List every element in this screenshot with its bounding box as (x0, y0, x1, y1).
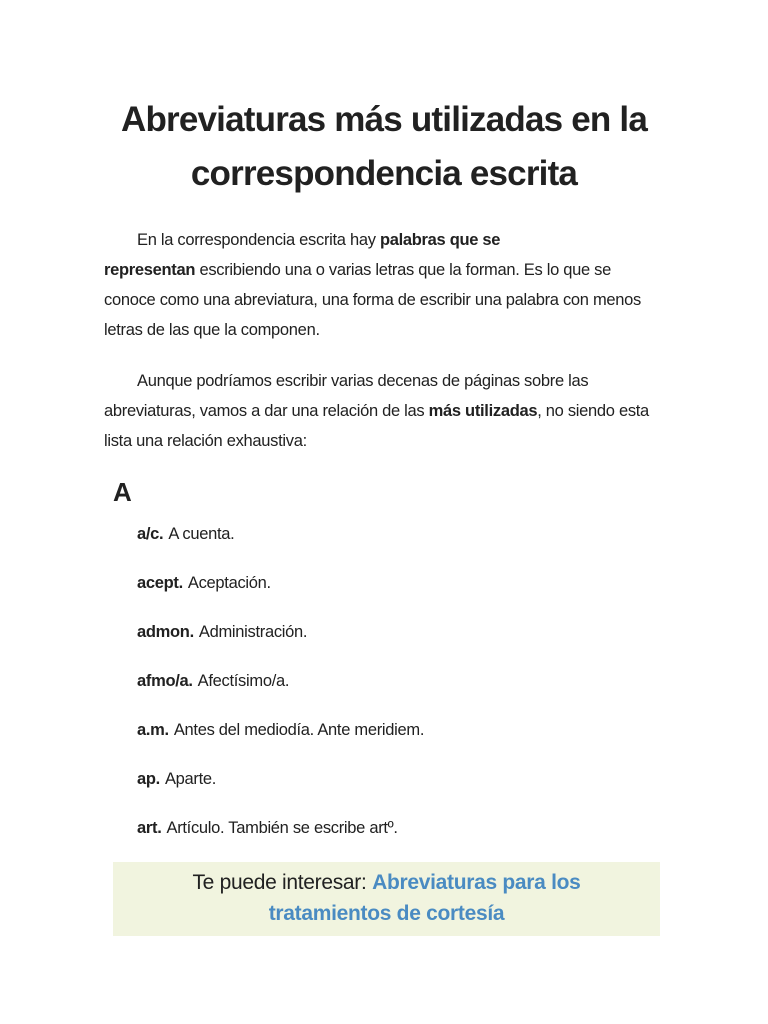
abbreviation-item (137, 666, 664, 696)
abbreviation-list (137, 519, 664, 843)
callout-prefix-text: Te puede interesar: (192, 871, 373, 894)
abbreviation-meaning: Artículo. También se escribe artº. (166, 819, 398, 837)
abbreviation-meaning: Administración. (198, 623, 308, 641)
section-heading-a: A (113, 477, 132, 507)
second-paragraph: Aunque podríamos escribir varias decenas de páginas sobre las abreviaturas, vamos a dar una relación de las más utilizadas, no siendo esta lista una relación exhaustiva: (104, 372, 649, 450)
related-link-callout (113, 862, 660, 936)
intro-paragraph: En la correspondencia escrita hay palabras que se representan escribiendo una o varias letras que la forman. Es lo que se conoce como una abreviatura, una forma de escribir una palabra con menos letras de las que la componen. (104, 231, 641, 339)
abbreviation-item (137, 715, 664, 745)
abbreviation-item (137, 617, 664, 647)
abbreviation-term: ap. (137, 770, 160, 788)
abbreviation-item (137, 764, 664, 794)
page-title (104, 93, 664, 201)
abbreviation-item (137, 813, 664, 843)
abbreviation-term: admon. (137, 623, 194, 641)
abbreviation-term: art. (137, 819, 162, 837)
abbreviation-meaning: A cuenta. (168, 525, 235, 543)
abbreviation-item (137, 568, 664, 598)
abbreviation-meaning: Afectísimo/a. (197, 672, 290, 690)
abbreviation-term: a/c. (137, 525, 164, 543)
abbreviation-term: acept. (137, 574, 183, 592)
related-article-link[interactable]: Abreviaturas para los tratamientos de cortesía (268, 871, 581, 925)
abbreviation-term: afmo/a. (137, 672, 193, 690)
abbreviation-term: a.m. (137, 721, 169, 739)
page-title-line-1: Abreviaturas más utilizadas en la (120, 100, 648, 139)
page-title-line-2: correspondencia escrita (190, 154, 578, 193)
abbreviation-item (137, 519, 664, 549)
abbreviation-meaning: Antes del mediodía. Ante meridiem. (173, 721, 425, 739)
abbreviation-meaning: Aceptación. (187, 574, 271, 592)
abbreviation-meaning: Aparte. (164, 770, 217, 788)
